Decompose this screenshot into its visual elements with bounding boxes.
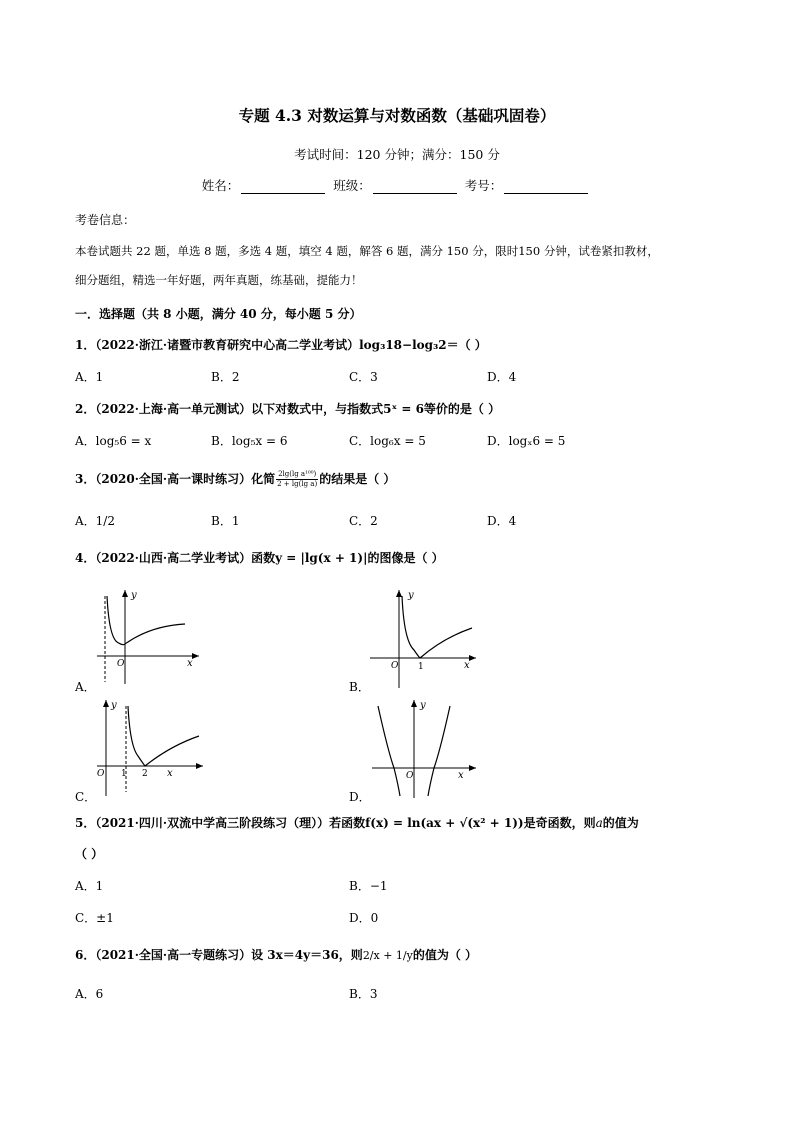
origin-label: O <box>391 661 399 671</box>
section-title: 一．选择题（共 8 小题，满分 40 分，每小题 5 分） <box>75 307 362 321</box>
q1-option-b[interactable]: B．2 <box>211 370 240 384</box>
q2-option-a[interactable]: A．log₅6 = x <box>75 434 152 448</box>
class-blank[interactable] <box>373 180 457 194</box>
q3-option-b[interactable]: B．1 <box>211 514 240 528</box>
notice-line-2: 细分题组，精选一年好题，两年真题，练基础，提能力！ <box>75 273 363 287</box>
q3-option-a[interactable]: A．1/2 <box>75 514 115 528</box>
q5-var: a <box>595 816 603 830</box>
q1-stem: 1．（2022·浙江·诸暨市教育研究中心高二学业考试） <box>75 338 360 352</box>
q4-math: y = |lg(x + 1)| <box>275 551 368 565</box>
name-label: 姓名： <box>201 178 240 193</box>
q5-option-d[interactable]: D．0 <box>349 911 379 925</box>
q5-math: f(x) = ln(ax + √(x² + 1)) <box>365 816 524 830</box>
exam-info: 考试时间：120 分钟；满分：150 分 <box>294 147 500 162</box>
id-label: 考号： <box>464 178 503 193</box>
q6-option-b[interactable]: B．3 <box>349 987 378 1001</box>
x-axis-arrow <box>196 763 203 769</box>
y-axis-arrow <box>411 700 417 707</box>
name-blank[interactable] <box>241 180 325 194</box>
q5-option-b[interactable]: B．−1 <box>349 879 388 893</box>
left-curve <box>378 706 400 796</box>
origin-label: O <box>97 769 105 779</box>
q2-option-b[interactable]: B．log₅x = 6 <box>211 434 288 448</box>
curve <box>128 706 199 766</box>
q5-paren: （ ） <box>75 847 104 861</box>
q3-fraction-denominator: 2 + lg(lg a) <box>277 480 318 488</box>
x-label: x <box>458 770 464 781</box>
q4-stem: 4．（2022·山西·高二学业考试）函数 <box>75 551 276 565</box>
curve <box>107 596 185 645</box>
x-axis-arrow <box>469 655 476 661</box>
q4-tail: 的图像是（ ） <box>367 551 444 565</box>
x-axis-arrow <box>469 765 476 771</box>
q5-tail: 是奇函数，则 <box>523 816 596 830</box>
q3-tail: 的结果是（ ） <box>319 472 396 486</box>
page-title: 专题 4.3 对数运算与对数函数（基础巩固卷） <box>238 106 556 125</box>
q3-option-d[interactable]: D．4 <box>487 514 517 528</box>
q4-option-b[interactable]: B． <box>349 680 370 694</box>
q4-graph-d[interactable] <box>370 696 482 800</box>
tick-1-label: 1 <box>418 662 424 672</box>
q3-fraction-numerator: 2lg(lg a¹⁰⁰) <box>278 470 317 478</box>
tick-1-label: 1 <box>121 769 127 779</box>
q5-tail-2: 的值为 <box>602 816 639 830</box>
q3-option-c[interactable]: C．2 <box>349 514 378 528</box>
x-label: x <box>464 660 470 671</box>
class-label: 班级： <box>333 178 371 193</box>
notice-line-1: 本卷试题共 22 题，单选 8 题，多选 4 题，填空 4 题，解答 6 题，满分 150 分，限时150 分钟，试卷紧扣教材， <box>75 244 659 258</box>
y-axis-arrow <box>396 590 402 597</box>
q3-fraction <box>276 470 318 489</box>
question-3 <box>75 470 395 489</box>
y-axis-arrow <box>103 700 109 707</box>
notice-heading: 考卷信息： <box>75 213 136 227</box>
q4-graph-a[interactable] <box>95 586 205 686</box>
q4-graph-b[interactable] <box>368 586 483 690</box>
question-5 <box>75 814 639 831</box>
curve <box>402 596 472 658</box>
q1-option-a[interactable]: A．1 <box>75 370 104 384</box>
y-label: y <box>420 700 426 711</box>
right-curve <box>428 706 450 796</box>
q2-option-d[interactable]: D．logₓ6 = 5 <box>487 434 566 448</box>
student-info-line <box>0 176 794 194</box>
q4-option-c[interactable]: C． <box>75 790 97 804</box>
origin-label: O <box>117 659 125 669</box>
q6-math: 2/x + 1/y <box>362 949 413 962</box>
q4-option-d[interactable]: D． <box>349 790 371 804</box>
y-label: y <box>111 700 117 711</box>
id-blank[interactable] <box>504 180 588 194</box>
q1-option-d[interactable]: D．4 <box>487 370 517 384</box>
x-label: x <box>167 768 173 779</box>
tick-2-label: 2 <box>142 769 148 779</box>
q2-option-c[interactable]: C．log₆x = 5 <box>349 434 426 448</box>
q3-stem: 3．（2020·全国·高一课时练习）化简 <box>75 472 276 486</box>
q6-option-a[interactable]: A．6 <box>75 987 104 1001</box>
question-4 <box>75 549 444 566</box>
y-axis-arrow <box>122 590 128 597</box>
origin-label: O <box>406 771 414 781</box>
y-label: y <box>408 590 414 601</box>
question-1 <box>75 336 487 353</box>
q4-option-a[interactable]: A． <box>75 680 96 694</box>
q6-stem: 6．（2021·全国·高一专题练习）设 3x＝4y＝36，则 <box>75 948 363 962</box>
x-label: x <box>187 658 193 669</box>
question-6 <box>75 946 477 963</box>
q1-option-c[interactable]: C．3 <box>349 370 378 384</box>
q5-option-a[interactable]: A．1 <box>75 879 104 893</box>
q5-stem: 5．（2021·四川·双流中学高三阶段练习（理））若函数 <box>75 816 366 830</box>
x-axis-arrow <box>192 653 199 659</box>
q4-graph-c[interactable] <box>95 696 207 800</box>
q1-math: log₃18−log₃2＝（ ） <box>359 338 487 352</box>
q6-tail: 的值为（ ） <box>412 948 478 962</box>
y-label: y <box>131 590 137 601</box>
q5-option-c[interactable]: C．±1 <box>75 911 114 925</box>
question-2: 2．（2022·上海·高一单元测试）以下对数式中，与指数式5ˣ = 6等价的是（ ） <box>75 402 501 416</box>
